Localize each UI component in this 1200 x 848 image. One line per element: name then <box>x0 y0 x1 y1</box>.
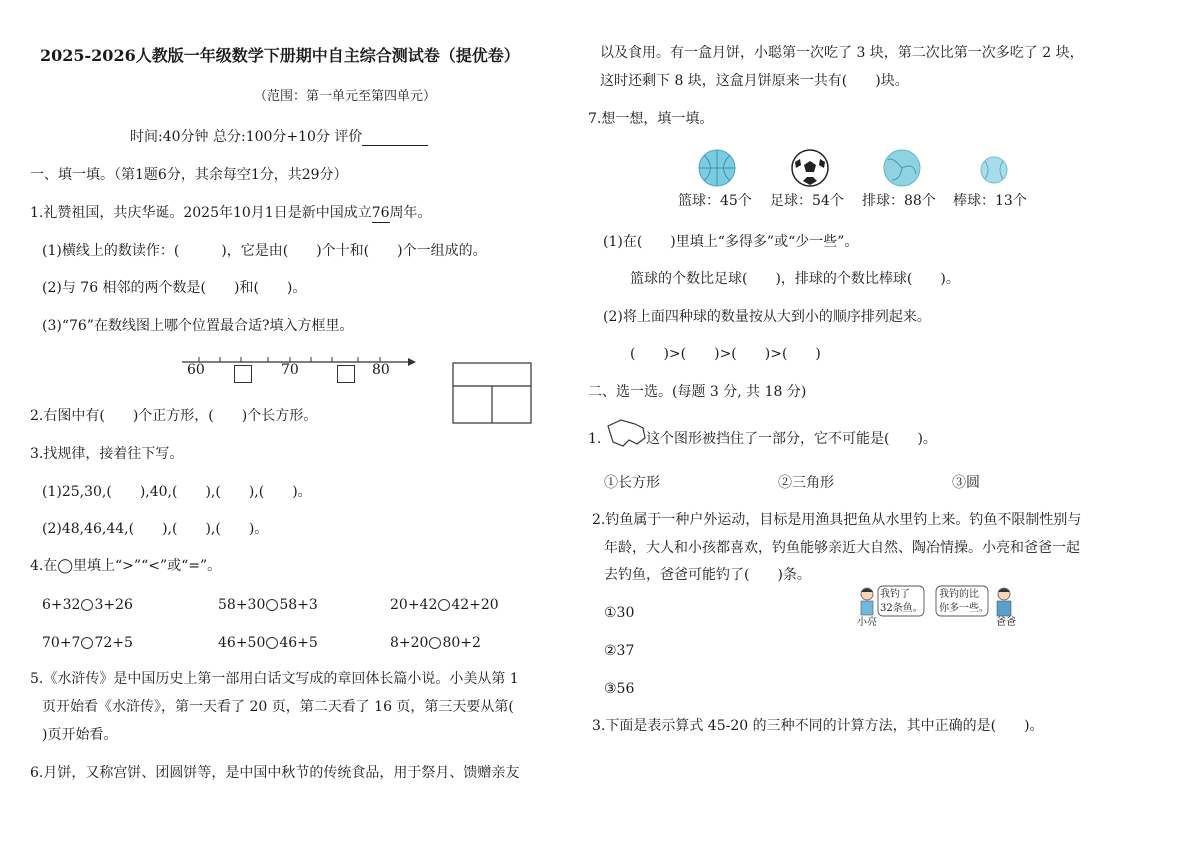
q1-stem-a: 1.礼赞祖国，共庆华诞。2025年10月1日是新中国成立 <box>30 205 372 221</box>
compare-right: 80+2 <box>442 635 481 651</box>
compare-circle[interactable] <box>266 637 278 649</box>
bubble-dad-line1: 我钓的比 <box>939 589 979 600</box>
q1-stem-b: 周年。 <box>389 205 432 221</box>
s2-q2-line2: 年龄，大人和小孩都喜欢，钓鱼能够亲近大自然、陶冶情操。小亮和爸爸一起 <box>604 540 1080 556</box>
s2-q2-option-3[interactable]: ③56 <box>604 681 635 697</box>
compare-circle[interactable] <box>438 599 450 611</box>
q7-part1-detail: 篮球的个数比足球( )，排球的个数比棒球( )。 <box>630 271 960 287</box>
number-line-answer-box-2[interactable] <box>337 365 355 383</box>
number-line-tick-80: 80 <box>372 362 390 378</box>
q7-part2: (2)将上面四种球的数量按从大到小的顺序排列起来。 <box>603 309 931 325</box>
q2-stem: 2.右图中有( )个正方形，( )个长方形。 <box>30 408 318 424</box>
bubble-xiaoliang-line1: 我钓了 <box>880 589 910 600</box>
number-line-answer-box-1[interactable] <box>234 365 252 383</box>
baseball-count: 棒球：13个 <box>953 193 1027 209</box>
exam-meta-text: 时间:40分钟 总分:100分+10分 评价 <box>130 129 363 145</box>
scope-note: （范围：第一单元至第四单元） <box>254 89 437 104</box>
volleyball-count: 排球：88个 <box>862 193 936 209</box>
name-dad: 爸爸 <box>996 617 1016 628</box>
q3-stem: 3.找规律，接着往下写。 <box>30 446 184 462</box>
s2-q2-line1: 2.钓鱼属于一种户外运动，目标是用渔具把鱼从水里钓上来。钓鱼不限制性别与 <box>592 512 1082 528</box>
q5-line3: )页开始看。 <box>42 727 118 743</box>
q7-stem: 7.想一想，填一填。 <box>588 111 714 127</box>
q1-part1: (1)横线上的数读作：( )，它是由( )个十和( )个一组成的。 <box>42 243 487 259</box>
q1-part3: (3)“76”在数线图上哪个位置最合适?填入方框里。 <box>42 318 354 334</box>
compare-item-5 <box>218 634 318 652</box>
q3-part1: (1)25,30,( ),40,( ),( ),( )。 <box>42 484 312 500</box>
compare-circle[interactable] <box>429 637 441 649</box>
q3-part2: (2)48,46,44,( ),( ),( )。 <box>42 521 269 537</box>
compare-circle[interactable] <box>266 599 278 611</box>
bubble-xiaoliang-line2: 32条鱼。 <box>880 603 923 614</box>
q4-stem: 4.在◯里填上“>”“<”或“=”。 <box>30 558 222 574</box>
s2-q2-option-1[interactable]: ①30 <box>604 605 635 621</box>
compare-right: 72+5 <box>94 635 133 651</box>
basketball-count: 篮球：45个 <box>678 193 752 209</box>
section1-heading: 一、填一填。（第1题6分，其余每空1分，共29分） <box>30 167 348 183</box>
s2-q2-line3: 去钓鱼，爸爸可能钓了( )条。 <box>604 567 811 583</box>
compare-left: 46+50 <box>218 635 266 651</box>
q5-line1: 5.《水浒传》是中国历史上第一部用白话文写成的章回体长篇小说。小美从第 1 <box>30 671 519 687</box>
q7-part1: (1)在( )里填上“多得多”或“少一些”。 <box>603 234 859 250</box>
compare-circle[interactable] <box>81 599 93 611</box>
rectangle-figure <box>452 362 534 426</box>
soccer-ball-icon <box>790 148 830 188</box>
compare-left: 20+42 <box>390 597 438 613</box>
name-xiaoliang: 小亮 <box>857 617 877 628</box>
compare-left: 6+32 <box>42 597 81 613</box>
compare-right: 58+3 <box>279 597 318 613</box>
s2-q1-stem: 这个图形被挡住了一部分，它不可能是( )。 <box>646 431 937 447</box>
bubble-dad-line2: 你多一些。 <box>939 603 989 614</box>
q6-line2: 以及食用。有一盒月饼，小聪第一次吃了 3 块，第二次比第一次多吃了 2 块， <box>600 45 1084 61</box>
s2-q1-option-1[interactable]: ①长方形 <box>604 475 660 491</box>
q1-underlined-number: 76 <box>371 205 390 221</box>
q7-order-blanks: ( )>( )>( )>( ) <box>630 346 821 362</box>
compare-right: 42+20 <box>451 597 499 613</box>
s2-q1-option-3[interactable]: ③圆 <box>952 475 980 491</box>
basketball-icon <box>697 148 737 188</box>
s2-q1-number: 1. <box>588 431 602 447</box>
q6-line3: 这时还剩下 8 块，这盒月饼原来一共有( )块。 <box>600 73 909 89</box>
q1-part2: (2)与 76 相邻的两个数是( )和( )。 <box>42 280 307 296</box>
baseball-icon <box>979 155 1009 185</box>
soccer-ball-count: 足球：54个 <box>770 193 844 209</box>
compare-right: 46+5 <box>279 635 318 651</box>
compare-left: 70+7 <box>42 635 81 651</box>
s2-q2-option-2[interactable]: ②37 <box>604 643 635 659</box>
compare-item-1 <box>42 596 133 614</box>
compare-right: 3+26 <box>94 597 133 613</box>
compare-item-3 <box>390 596 499 614</box>
evaluation-blank[interactable] <box>362 131 428 146</box>
q1-stem <box>30 204 432 223</box>
exam-meta <box>130 128 428 146</box>
compare-item-4 <box>42 634 133 652</box>
compare-item-6 <box>390 634 481 652</box>
compare-left: 8+20 <box>390 635 429 651</box>
s2-q1-option-2[interactable]: ②三角形 <box>778 475 834 491</box>
partially-hidden-shape-icon <box>605 418 647 448</box>
compare-circle[interactable] <box>81 637 93 649</box>
number-line-tick-70: 70 <box>281 362 299 378</box>
volleyball-icon <box>882 148 922 188</box>
q6-line1: 6.月饼，又称宫饼、团圆饼等，是中国中秋节的传统食品，用于祭月、馈赠亲友 <box>30 765 520 781</box>
number-line-tick-60: 60 <box>187 362 205 378</box>
page-title: 2025-2026人教版一年级数学下册期中自主综合测试卷（提优卷） <box>40 46 520 65</box>
compare-item-2 <box>218 596 318 614</box>
q5-line2: 页开始看《水浒传》，第一天看了 20 页，第二天看了 16 页，第三天要从第( <box>42 699 514 715</box>
s2-q3-stem: 3.下面是表示算式 45-20 的三种不同的计算方法，其中正确的是( )。 <box>592 718 1044 734</box>
compare-left: 58+30 <box>218 597 266 613</box>
section2-heading: 二、选一选。(每题 3 分, 共 18 分) <box>588 384 807 400</box>
